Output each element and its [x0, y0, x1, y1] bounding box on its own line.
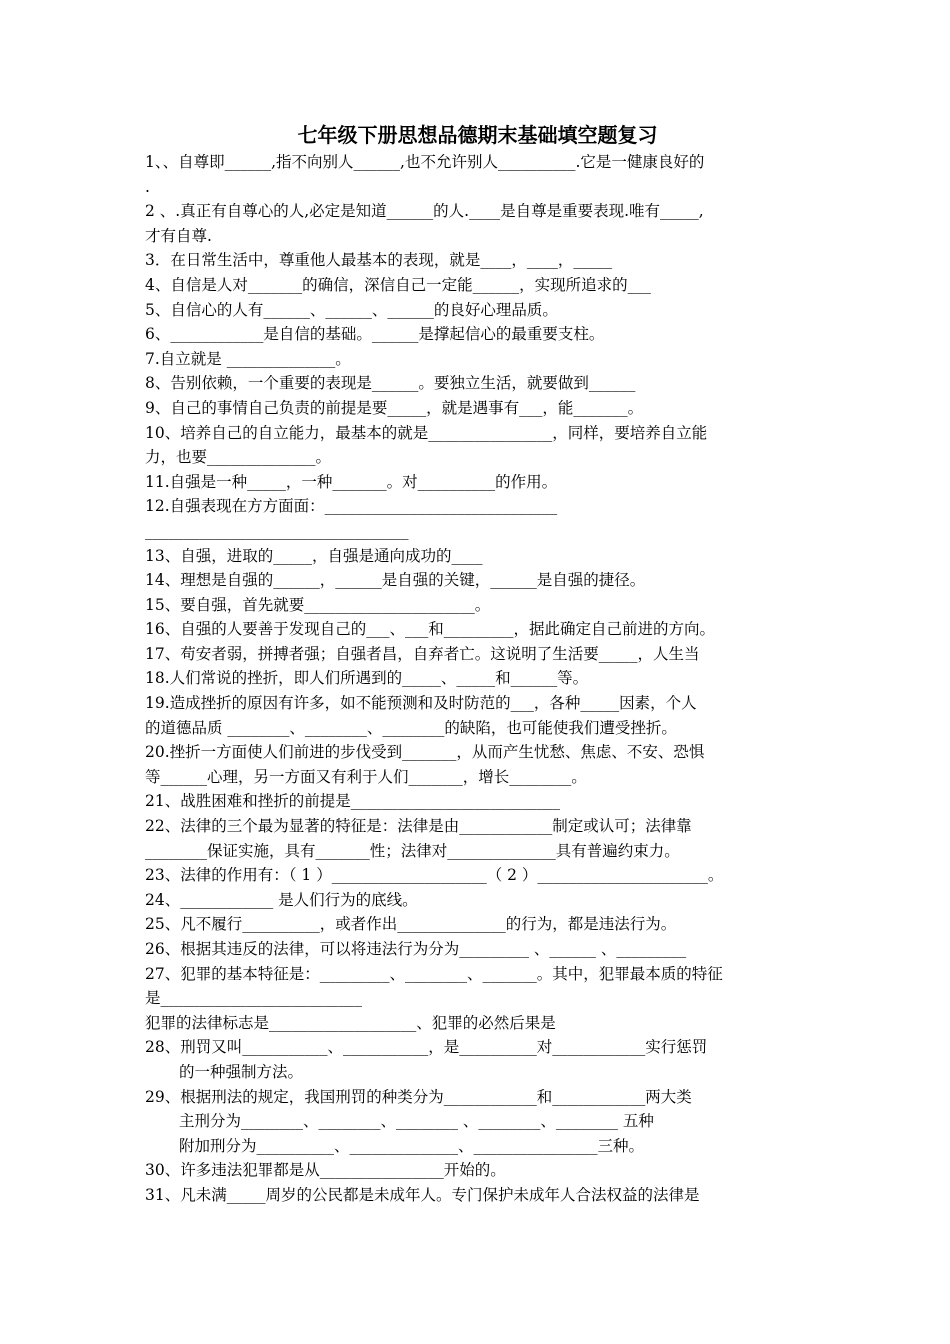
text-line: 20.挫折一方面使人们前进的步伐受到_______，从而产生忧愁、焦虑、不安、恐惧 — [145, 743, 705, 762]
text-line: 4、自信是人对_______的确信，深信自己一定能______，实现所追求的___ — [145, 275, 651, 294]
text-line: 是__________________________ — [145, 989, 363, 1008]
text-line: 24、____________ 是人们行为的底线。 — [145, 890, 418, 909]
text-line: 16、自强的人要善于发现自己的___、___和_________，据此确定自己前进的方向。 — [145, 620, 715, 639]
text-line: 才有自尊. — [145, 226, 212, 245]
document-page — [145, 120, 810, 1208]
text-line: . — [145, 177, 150, 196]
text-line: 21、战胜困难和挫折的前提是___________________________ — [145, 792, 560, 811]
text-line: 31、凡未满_____周岁的公民都是未成年人。专门保护未成年人合法权益的法律是 — [145, 1185, 700, 1204]
text-line: 29、根据刑法的规定，我国刑罚的种类分为____________和____________两大类 — [145, 1087, 692, 1106]
text-line: 30、许多违法犯罪都是从________________开始的。 — [145, 1161, 506, 1180]
text-line: 9、自己的事情自己负责的前提是要_____，就是遇事有___，能_______。 — [145, 398, 644, 417]
text-line: 的一种强制方法。 — [179, 1062, 304, 1081]
text-line: ________保证实施，具有_______性；法律对______________具有普遍约束力。 — [145, 841, 680, 860]
text-line: 7.自立就是 ______________。 — [145, 349, 351, 368]
text-line: 6、____________是自信的基础。______是撑起信心的最重要支柱。 — [145, 325, 605, 344]
text-line: 27、犯罪的基本特征是：_________、________、_______。其中，犯罪最本质的特征 — [145, 964, 723, 983]
document-title: 七年级下册思想品德期末基础填空题复习 — [297, 123, 658, 147]
text-line: 25、凡不履行__________，或者作出______________的行为，都是违法行为。 — [145, 915, 677, 934]
text-line: 17、苟安者弱，拼搏者强；自强者昌，自弃者亡。这说明了生活要_____，人生当 — [145, 644, 700, 663]
text-line: 的道德品质 ________、________、________的缺陷，也可能使我们遭受挫折。 — [145, 718, 677, 737]
text-line: 26、根据其违反的法律，可以将违法行为分为_________ 、______ 、_________ — [145, 940, 687, 958]
text-line: 1、、自尊即______,指不向别人______,也不允许别人__________.它是一健康良好的 — [145, 153, 705, 171]
text-line: 主刑分为________、________、________ 、________、________ 五种 — [179, 1112, 654, 1131]
text-line: 8、告别依赖，一个重要的表现是______。要独立生活，就要做到______ — [145, 374, 636, 393]
text-line: 11.自强是一种_____，一种_______。对__________的作用。 — [145, 472, 558, 491]
text-line: 23、法律的作用有：（ 1 ）____________________（ 2 ）______________________。 — [145, 866, 724, 885]
text-line: 等______心理，另一方面又有利于人们_______，增长________。 — [145, 767, 587, 786]
text-line: 3．在日常生活中，尊重他人最基本的表现，就是____，____，_____ — [145, 251, 613, 270]
text-line: 15、要自强，首先就要______________________。 — [145, 595, 491, 614]
text-line: 12.自强表现在方方面面：______________________________ — [145, 497, 558, 516]
text-line: 19.造成挫折的原因有许多，如不能预测和及时防范的___，各种_____因素，个人 — [145, 694, 697, 713]
text-line: 2 、.真正有自尊心的人,必定是知道______的人.____是自尊是重要表现.唯有_____, — [145, 202, 704, 221]
text-line: 18.人们常说的挫折，即人们所遇到的_____、_____和______等。 — [145, 669, 589, 688]
text-line: 附加刑分为__________、______________、________________三种。 — [179, 1136, 645, 1155]
text-line: 28、刑罚又叫___________、___________，是__________对____________实行惩罚 — [145, 1038, 708, 1057]
text-line: 13、自强，进取的_____，自强是通向成功的____ — [145, 546, 483, 565]
text-line: 22、法律的三个最为显著的特征是：法律是由____________制定或认可；法律靠 — [145, 817, 692, 836]
document-body — [145, 150, 810, 1208]
text-line: 力，也要______________。 — [145, 448, 332, 467]
text-line: 犯罪的法律标志是___________________、犯罪的必然后果是 — [145, 1013, 556, 1032]
text-line: 5、自信心的人有______、______、______的良好心理品质。 — [145, 300, 558, 319]
text-line: 14、理想是自强的______，______是自强的关键，______是自强的捷径。 — [145, 571, 646, 590]
text-line: __________________________________ — [145, 521, 409, 540]
text-line: 10、培养自己的自立能力，最基本的就是________________，同样，要培养自立能 — [145, 423, 708, 442]
